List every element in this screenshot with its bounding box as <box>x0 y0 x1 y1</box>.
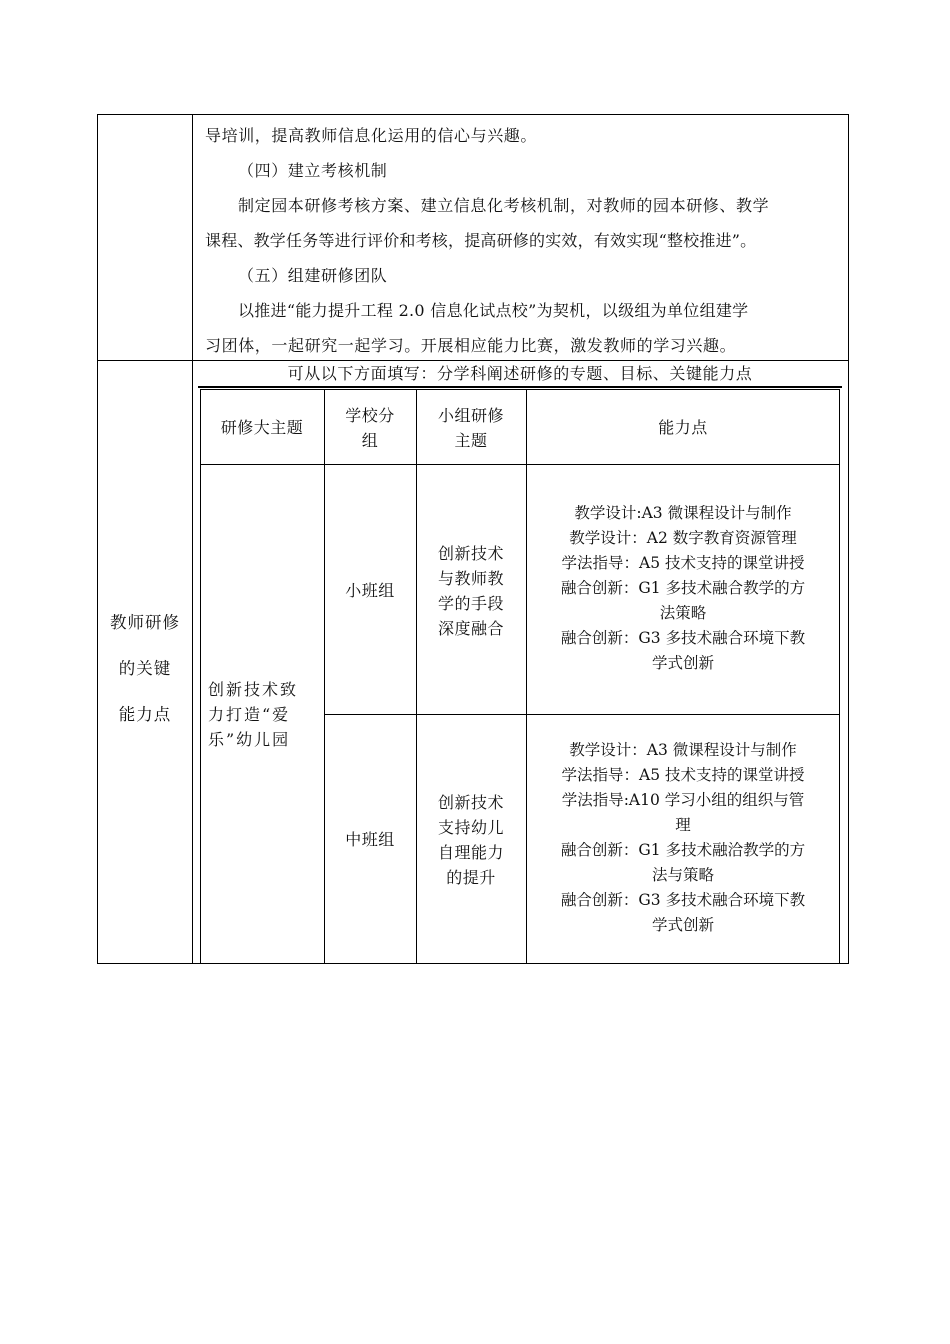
text-line: 导培训，提高教师信息化运用的信心与兴趣。 <box>205 126 538 145</box>
header-subtopic: 小组研修 主题 <box>437 406 504 450</box>
row-label-line: 教师研修 <box>110 613 180 632</box>
left-column-divider <box>192 114 193 964</box>
ability-cell: 教学设计:A3 微课程设计与制作 教学设计：A2 数字教育资源管理 学法指导：A5 技术支持的课堂讲授 融合创新：G1 多技术融合教学的方 法策略 融合创新：G3 多技术融合环境下教 学式创新 <box>560 504 806 672</box>
hint-underline <box>198 386 842 388</box>
header-row-divider <box>200 464 840 465</box>
header-theme: 研修大主题 <box>220 418 304 437</box>
section-heading: （四）建立考核机制 <box>238 161 388 180</box>
group-row-divider <box>324 714 840 715</box>
text-line: 习团体，一起研究一起学习。开展相应能力比赛，激发教师的学习兴趣。 <box>205 336 737 355</box>
fill-hint: 可从以下方面填写：分学科阐述研修的专题、目标、关键能力点 <box>287 364 753 383</box>
row-label-line: 能力点 <box>118 705 172 724</box>
text-line: 课程、教学任务等进行评价和考核，提高研修的实效，有效实现“整校推进”。 <box>205 231 757 250</box>
text-line: 制定园本研修考核方案、建立信息化考核机制，对教师的园本研修、教学 <box>238 196 770 215</box>
section-heading: （五）组建研修团队 <box>238 266 388 285</box>
subtopic-cell: 创新技术 与教师教 学的手段 深度融合 <box>437 544 504 638</box>
row-label-line: 的关键 <box>118 659 172 678</box>
header-group: 学校分 组 <box>345 406 395 450</box>
group-cell: 中班组 <box>345 830 395 849</box>
inner-col-divider <box>324 389 325 964</box>
text-line: 以推进“能力提升工程 2.0 信息化试点校”为契机，以级组为单位组建学 <box>238 301 749 320</box>
row-label <box>105 600 185 738</box>
subtopic-cell: 创新技术 支持幼儿 自理能力 的提升 <box>437 793 504 887</box>
group-cell: 小班组 <box>345 581 395 600</box>
main-theme-cell: 创新技术致 力打造“爱 乐”幼儿园 <box>208 680 299 749</box>
header-ability: 能力点 <box>658 418 708 437</box>
ability-cell: 教学设计：A3 微课程设计与制作 学法指导：A5 技术支持的课堂讲授 学法指导:A10 学习小组的组织与管 理 融合创新：G1 多技术融洽教学的方 法与策略 融合创新：G3 多技术融合环境下教 学式创新 <box>560 741 806 934</box>
